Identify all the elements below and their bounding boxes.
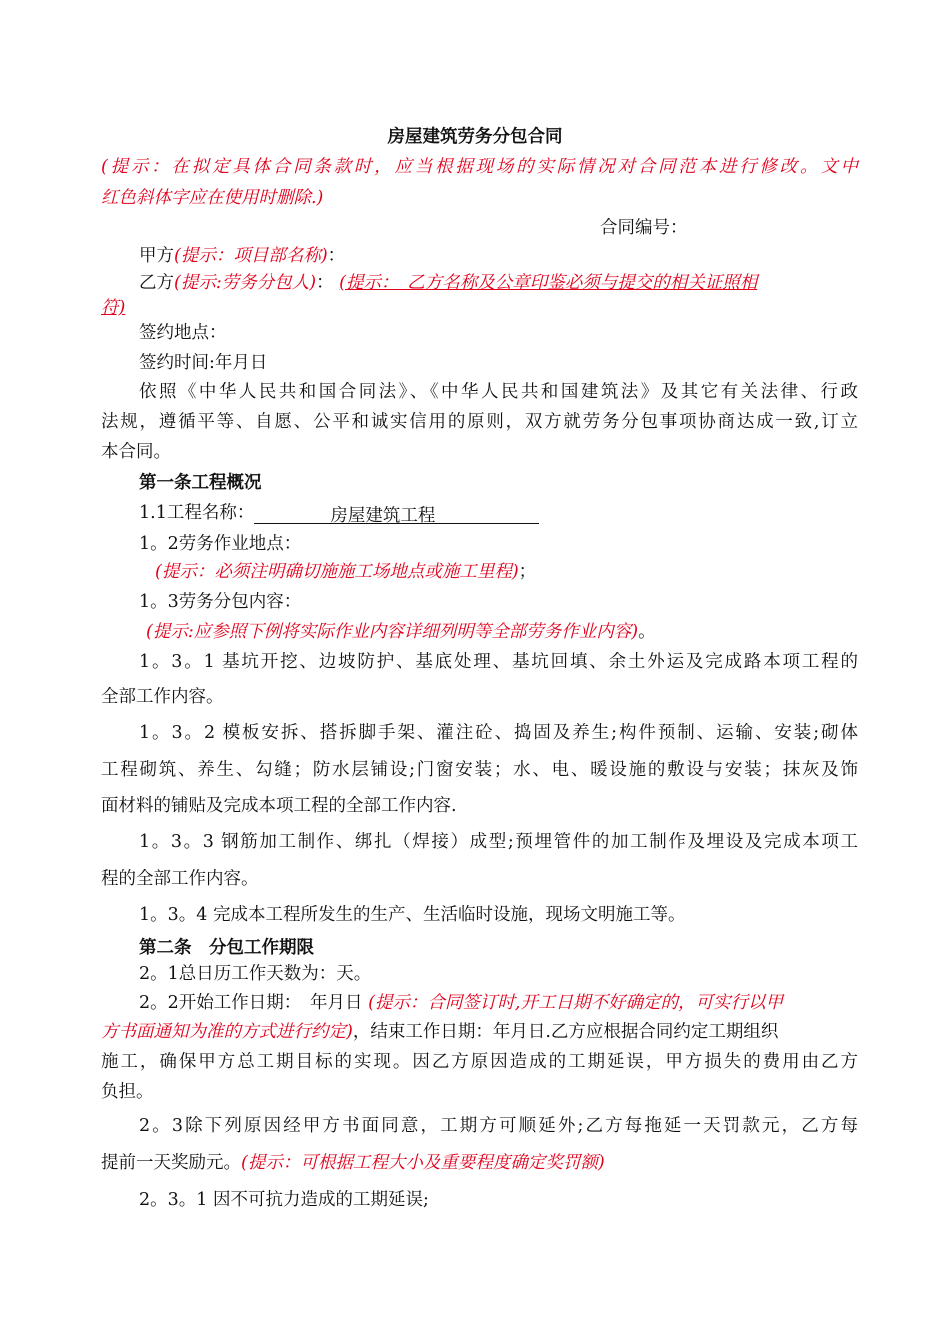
- item-1-3-2-line-3: 面材料的铺贴及完成本项工程的全部工作内容.: [101, 796, 457, 816]
- item-2-2-line-2: [101, 1021, 778, 1043]
- party-a-line: [139, 245, 345, 267]
- item-2-2-hint-a: (提示：合同签订时,开工日期不好确定的，可实行以甲: [368, 993, 783, 1013]
- item-1-3-hint-line: [146, 621, 656, 643]
- item-2-2-end-date: ，结束工作日期：年月日.乙方应根据合同约定工期组织: [352, 1022, 779, 1042]
- party-b-hint: (提示:劳务分包人): [174, 273, 317, 293]
- intro-line-1: 依照《中华人民共和国合同法》、《中华人民共和国建筑法》及其它有关法律、行政: [139, 382, 858, 402]
- item-2-2-start: 2。2开始工作日期： 年月日: [139, 993, 363, 1013]
- item-1-2-end: ；: [518, 562, 537, 582]
- party-a-label: 甲方: [139, 246, 174, 266]
- sign-time: 签约时间:年月日: [139, 353, 268, 373]
- item-2-2-line-3: 施工，确保甲方总工期目标的实现。因乙方原因造成的工期延误，甲方损失的费用由乙方: [101, 1052, 858, 1072]
- item-1-2-hint: (提示：必须注明确切施施工场地点或施工里程): [155, 562, 519, 582]
- intro-line-3: 本合同。: [101, 442, 171, 462]
- article-2-heading: 第二条 分包工作期限: [139, 938, 314, 958]
- project-name-field: [254, 505, 539, 524]
- hint-top-line-2: 红色斜体字应在使用时删除.): [101, 188, 324, 208]
- item-1-3: 1。3劳务分包内容：: [139, 592, 302, 612]
- item-2-3-line-1: 2。3除下列原因经甲方书面同意，工期方可顺延外;乙方每拖延一天罚款元，乙方每: [139, 1116, 858, 1136]
- contract-number-label: 合同编号：: [600, 218, 688, 238]
- item-1-3-2-line-1: 1。3。2 模板安拆、搭拆脚手架、灌注砼、捣固及养生;构件预制、运输、安装;砌体: [139, 723, 858, 743]
- item-2-3-line-2: [101, 1152, 605, 1174]
- project-name-value: 房屋建筑工程: [330, 506, 436, 526]
- hint-top-line-1: (提示：在拟定具体合同条款时，应当根据现场的实际情况对合同范本进行修改。文中: [101, 157, 858, 177]
- item-2-3-reward: 提前一天奖励元。: [101, 1153, 241, 1173]
- document-title: 房屋建筑劳务分包合同: [387, 127, 563, 147]
- item-1-3-hint: (提示:应参照下例将实际作业内容详细列明等全部劳务作业内容): [146, 622, 639, 642]
- item-1-3-4: 1。3。4 完成本工程所发生的生产、生活临时设施，现场文明施工等。: [139, 905, 686, 925]
- item-1-1: [139, 502, 539, 524]
- sign-place: 签约地点：: [139, 323, 227, 343]
- item-2-2-line-1: [139, 992, 783, 1014]
- party-b-note: (提示： 乙方名称及公章印鉴必须与提交的相关证照相: [339, 273, 758, 293]
- article-1-heading: 第一条工程概况: [139, 473, 262, 493]
- party-b-colon: ：: [316, 273, 334, 293]
- item-2-3-hint: (提示：可根据工程大小及重要程度确定奖罚额): [241, 1153, 605, 1173]
- item-1-3-2-line-2: 工程砌筑、养生、勾缝；防水层铺设;门窗安装；水、电、暖设施的敷设与安装；抹灰及饰: [101, 760, 858, 780]
- party-b-label: 乙方: [139, 273, 174, 293]
- item-1-3-end: 。: [638, 622, 656, 642]
- party-b-note-cont: 符): [101, 298, 126, 318]
- party-a-colon: ：: [327, 246, 346, 266]
- intro-line-2: 法规，遵循平等、自愿、公平和诚实信用的原则，双方就劳务分包事项协商达成一致,订立: [101, 412, 858, 432]
- item-1-3-3-line-2: 程的全部工作内容。: [101, 869, 259, 889]
- party-a-hint: (提示：项目部名称): [174, 246, 328, 266]
- item-1-3-3-line-1: 1。3。3 钢筋加工制作、绑扎（焊接）成型;预埋管件的加工制作及埋设及完成本项工: [139, 832, 858, 852]
- item-2-2-hint-b: 方书面通知为准的方式进行约定): [101, 1022, 353, 1042]
- item-1-2-hint-line: [155, 561, 536, 583]
- item-1-2: 1。2劳务作业地点：: [139, 534, 302, 554]
- project-name-label: 1.1工程名称：: [139, 503, 255, 523]
- item-2-1: 2。1总日历工作天数为：天。: [139, 964, 372, 984]
- item-1-3-1-line-2: 全部工作内容。: [101, 687, 224, 707]
- item-1-3-1-line-1: 1。3。1 基坑开挖、边坡防护、基底处理、基坑回填、余土外运及完成路本项工程的: [139, 652, 858, 672]
- item-2-2-line-4: 负担。: [101, 1082, 154, 1102]
- party-b-line: [139, 272, 757, 294]
- item-2-3-1: 2。3。1 因不可抗力造成的工期延误;: [139, 1190, 429, 1210]
